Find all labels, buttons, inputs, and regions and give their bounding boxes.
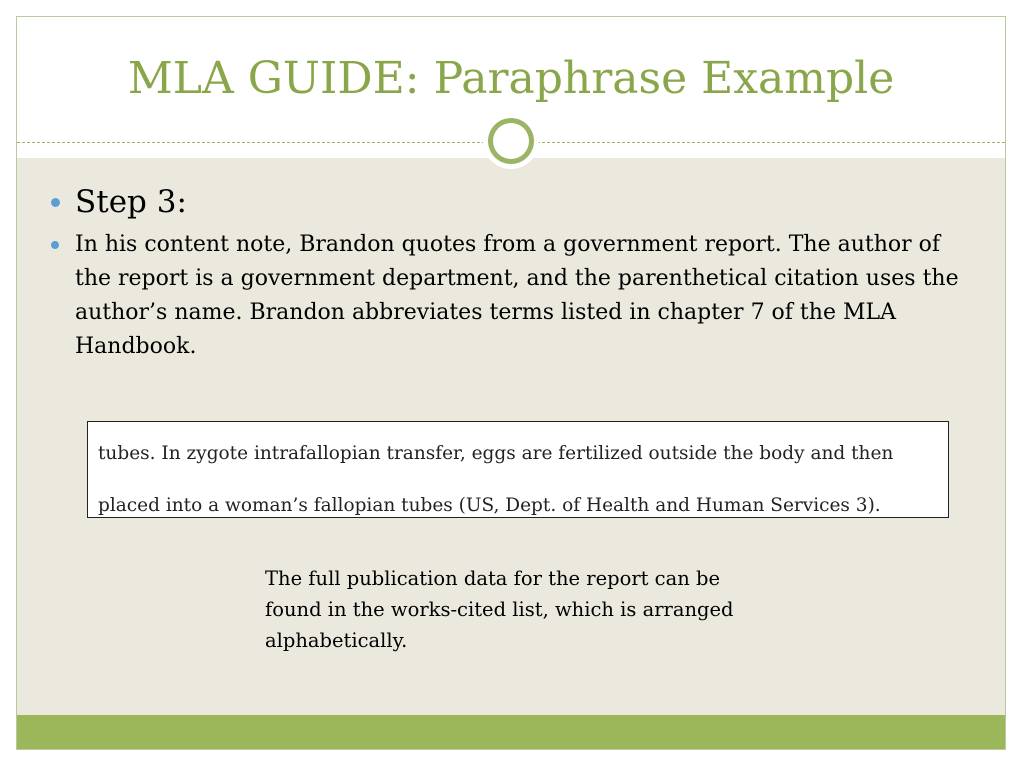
ring-ornament-icon <box>483 113 539 169</box>
bullet-list <box>51 182 971 364</box>
excerpt-box <box>87 421 949 518</box>
callout-note: The full publication data for the report can be found in the works-cited list, which is arranged alphabetically. <box>265 567 734 652</box>
ring-outer <box>488 118 534 164</box>
bullet-step <box>51 182 971 222</box>
ring-inner <box>493 123 529 159</box>
footer-bar <box>17 715 1005 749</box>
excerpt-line: placed into a woman’s fallopian tubes (US, Dept. of Health and Human Services 3). <box>98 495 881 516</box>
slide <box>16 16 1006 750</box>
step-heading: Step 3: <box>75 184 187 220</box>
slide-title: MLA GUIDE: Paraphrase Example <box>127 53 895 104</box>
bullet-dot-icon <box>51 241 59 249</box>
body-paragraph: In his content note, Brandon quotes from a government report. The author of the report is a government department, and the parenthetical citation uses the author’s name. Brandon abbreviates terms listed in chapter 7 of the MLA Handbook. <box>75 232 959 359</box>
excerpt-line: tubes. In zygote intrafallopian transfer, eggs are fertilized outside the body and then <box>98 443 894 464</box>
bullet-body <box>51 228 971 364</box>
bullet-dot-icon <box>51 198 60 207</box>
